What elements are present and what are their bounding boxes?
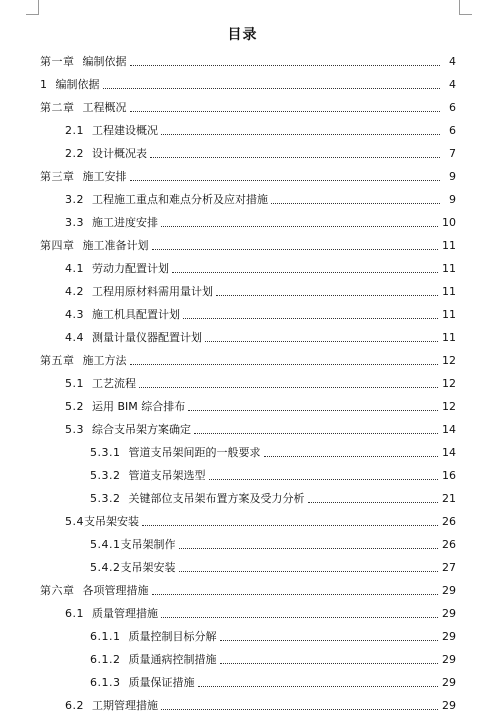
toc-entry-number: 1: [40, 78, 48, 91]
toc-dot-leader: [205, 331, 438, 345]
toc-entry-title: 工期管理措施: [92, 699, 158, 712]
toc-entry-page-number: 29: [442, 653, 456, 666]
crop-mark-top-left: [26, 0, 39, 15]
toc-dot-leader: [152, 584, 439, 598]
toc-entry-page-number: 29: [442, 676, 456, 689]
toc-entry-title: 质量保证措施: [128, 676, 195, 689]
toc-entry-number: 4.4: [65, 331, 84, 344]
toc-entry-number: 6.1: [65, 607, 84, 620]
toc-dot-leader: [130, 101, 441, 115]
toc-dot-leader: [150, 147, 440, 161]
toc-entry-title: 综合支吊架方案确定: [92, 423, 191, 436]
toc-entry-number: 3.2: [65, 193, 84, 206]
toc-dot-leader: [161, 699, 438, 713]
toc-dot-leader: [161, 124, 440, 138]
toc-entry-page-number: 11: [442, 331, 456, 344]
toc-entry-title: 测量计量仪器配置计划: [92, 331, 202, 344]
toc-dot-leader: [130, 170, 441, 184]
toc-entry-number: 5.3.2: [90, 469, 121, 482]
toc-entry[interactable]: [65, 256, 456, 276]
toc-entry-title: 各项管理措施: [82, 584, 149, 597]
toc-dot-leader: [179, 538, 439, 552]
toc-dot-leader: [172, 262, 438, 276]
toc-entry[interactable]: [90, 440, 456, 460]
toc-entry-page-number: 11: [442, 308, 456, 321]
toc-entry-title: 支吊架制作: [120, 538, 176, 551]
toc-dot-leader: [220, 653, 439, 667]
toc-entry-title: 施工安排: [82, 170, 127, 183]
toc-entry-number: 5.4.2: [90, 561, 121, 574]
toc-entry-page-number: 21: [442, 492, 456, 505]
toc-entry-title: 施工准备计划: [82, 239, 149, 252]
toc-entry-number: 第六章: [40, 584, 75, 597]
toc-entry-title: 质量控制目标分解: [128, 630, 217, 643]
toc-entry-page-number: 11: [442, 239, 456, 252]
toc-entry[interactable]: [90, 670, 456, 690]
toc-entry-page-number: 9: [449, 170, 456, 183]
toc-dot-leader: [209, 469, 439, 483]
toc-entry-number: 5.1: [65, 377, 84, 390]
toc-entry[interactable]: [65, 279, 456, 299]
toc-entry-title: 工艺流程: [92, 377, 136, 390]
toc-entry[interactable]: [40, 49, 456, 69]
toc-entry-page-number: 6: [449, 101, 456, 114]
toc-entry-number: 5.2: [65, 400, 84, 413]
toc-entry-title: 支吊架安装: [120, 561, 176, 574]
crop-mark-top-right: [459, 0, 472, 15]
toc-entry-page-number: 14: [442, 446, 456, 459]
toc-entry-page-number: 4: [449, 78, 456, 91]
toc-entry-page-number: 29: [442, 584, 456, 597]
toc-entry-number: 4.2: [65, 285, 84, 298]
toc-entry[interactable]: [90, 555, 456, 575]
toc-dot-leader: [161, 607, 438, 621]
toc-entry-number: 4.3: [65, 308, 84, 321]
toc-dot-leader: [130, 354, 439, 368]
toc-entry[interactable]: [40, 95, 456, 115]
toc-entry-title: 施工机具配置计划: [92, 308, 180, 321]
toc-entry-title: 质量通病控制措施: [128, 653, 217, 666]
toc-entry-number: 2.2: [65, 147, 84, 160]
toc-entry-page-number: 12: [442, 377, 456, 390]
toc-entry-number: 3.3: [65, 216, 84, 229]
toc-entry-page-number: 6: [449, 124, 456, 137]
toc-entry[interactable]: [90, 486, 456, 506]
toc-entry[interactable]: [65, 509, 456, 529]
toc-entry-title: 工程建设概况: [92, 124, 158, 137]
toc-dot-leader: [139, 377, 438, 391]
toc-entry-title: 施工进度安排: [92, 216, 158, 229]
toc-entry-title: 劳动力配置计划: [92, 262, 169, 275]
toc-entry-page-number: 9: [449, 193, 456, 206]
toc-entry-page-number: 11: [442, 262, 456, 275]
toc-entry-number: 6.1.2: [90, 653, 121, 666]
toc-entry-page-number: 12: [442, 400, 456, 413]
toc-entry[interactable]: [90, 463, 456, 483]
toc-dot-leader: [198, 676, 439, 690]
toc-entry-number: 第二章: [40, 101, 75, 114]
toc-entry-page-number: 16: [442, 469, 456, 482]
toc-entry-page-number: 26: [442, 515, 456, 528]
toc-entry-number: 5.4: [65, 515, 84, 528]
toc-title: 目录: [227, 27, 258, 43]
toc-entry[interactable]: [40, 348, 456, 368]
toc-entry[interactable]: [65, 371, 456, 391]
toc-entry-number: 第五章: [40, 354, 75, 367]
toc-entry-title: 工程用原材料需用量计划: [92, 285, 213, 298]
toc-entry-number: 5.3: [65, 423, 84, 436]
toc-entry-page-number: 7: [449, 147, 456, 160]
toc-entry-page-number: 27: [442, 561, 456, 574]
toc-entry[interactable]: [65, 141, 456, 161]
toc-dot-leader: [103, 78, 441, 92]
toc-dot-leader: [152, 239, 439, 253]
toc-entry-page-number: 4: [449, 55, 456, 68]
toc-dot-leader: [194, 423, 438, 437]
toc-entry-page-number: 26: [442, 538, 456, 551]
toc-entry-page-number: 29: [442, 607, 456, 620]
toc-entry-number: 5.4.1: [90, 538, 121, 551]
toc-entry[interactable]: [65, 693, 456, 713]
toc-entry[interactable]: [40, 164, 456, 184]
toc-dot-leader: [220, 630, 439, 644]
toc-entry[interactable]: [65, 302, 456, 322]
toc-entry-title: 管道支吊架间距的一般要求: [128, 446, 261, 459]
toc-entry[interactable]: [65, 187, 456, 207]
toc-entry-page-number: 14: [442, 423, 456, 436]
toc-entry-number: 5.3.1: [90, 446, 121, 459]
toc-entry-title: 管道支吊架选型: [128, 469, 206, 482]
toc-entry[interactable]: [65, 210, 456, 230]
toc-dot-leader: [161, 216, 438, 230]
toc-entry-number: 2.1: [65, 124, 84, 137]
toc-entry-title: 质量管理措施: [92, 607, 158, 620]
toc-dot-leader: [142, 515, 438, 529]
toc-entry-number: 第一章: [40, 55, 75, 68]
toc-entry-title: 工程施工重点和难点分析及应对措施: [92, 193, 268, 206]
toc-entry-title: 编制依据: [55, 78, 100, 91]
toc-entry-title: 关键部位支吊架布置方案及受力分析: [128, 492, 305, 505]
toc-entry[interactable]: [40, 233, 456, 253]
toc-entry-title: 工程概况: [82, 101, 127, 114]
toc-dot-leader: [188, 400, 438, 414]
toc-entry-number: 5.3.2: [90, 492, 121, 505]
toc-entry[interactable]: [65, 601, 456, 621]
toc-entry-title: 施工方法: [82, 354, 127, 367]
toc-dot-leader: [264, 446, 439, 460]
toc-entry[interactable]: [65, 325, 456, 345]
toc-entry[interactable]: [65, 417, 456, 437]
toc-entry-title: 支吊架安装: [84, 515, 139, 528]
toc-dot-leader: [179, 561, 439, 575]
toc-entry-page-number: 10: [442, 216, 456, 229]
toc-entry-number: 6.2: [65, 699, 84, 712]
toc-entry[interactable]: [40, 72, 456, 92]
toc-entry[interactable]: [90, 532, 456, 552]
toc-dot-leader: [308, 492, 439, 506]
toc-entry-page-number: 29: [442, 699, 456, 712]
toc-dot-leader: [271, 193, 440, 207]
toc-entry-title: 运用 BIM 综合排布: [92, 400, 186, 413]
toc-entry[interactable]: [90, 647, 456, 667]
toc-dot-leader: [183, 308, 438, 322]
toc-entry[interactable]: [65, 118, 456, 138]
toc-entry[interactable]: [40, 578, 456, 598]
toc-entry[interactable]: [90, 624, 456, 644]
toc-entry-number: 4.1: [65, 262, 84, 275]
toc-entry-number: 6.1.1: [90, 630, 121, 643]
toc-entry-number: 第四章: [40, 239, 75, 252]
toc-entry-number: 6.1.3: [90, 676, 121, 689]
toc-entry-title: 设计概况表: [92, 147, 147, 160]
toc-entry-number: 第三章: [40, 170, 75, 183]
toc-entry-title: 编制依据: [82, 55, 127, 68]
toc-dot-leader: [216, 285, 438, 299]
toc-entry-page-number: 29: [442, 630, 456, 643]
toc-entry-page-number: 12: [442, 354, 456, 367]
toc-entry-page-number: 11: [442, 285, 456, 298]
toc-dot-leader: [130, 55, 441, 69]
toc-entry[interactable]: [65, 394, 456, 414]
